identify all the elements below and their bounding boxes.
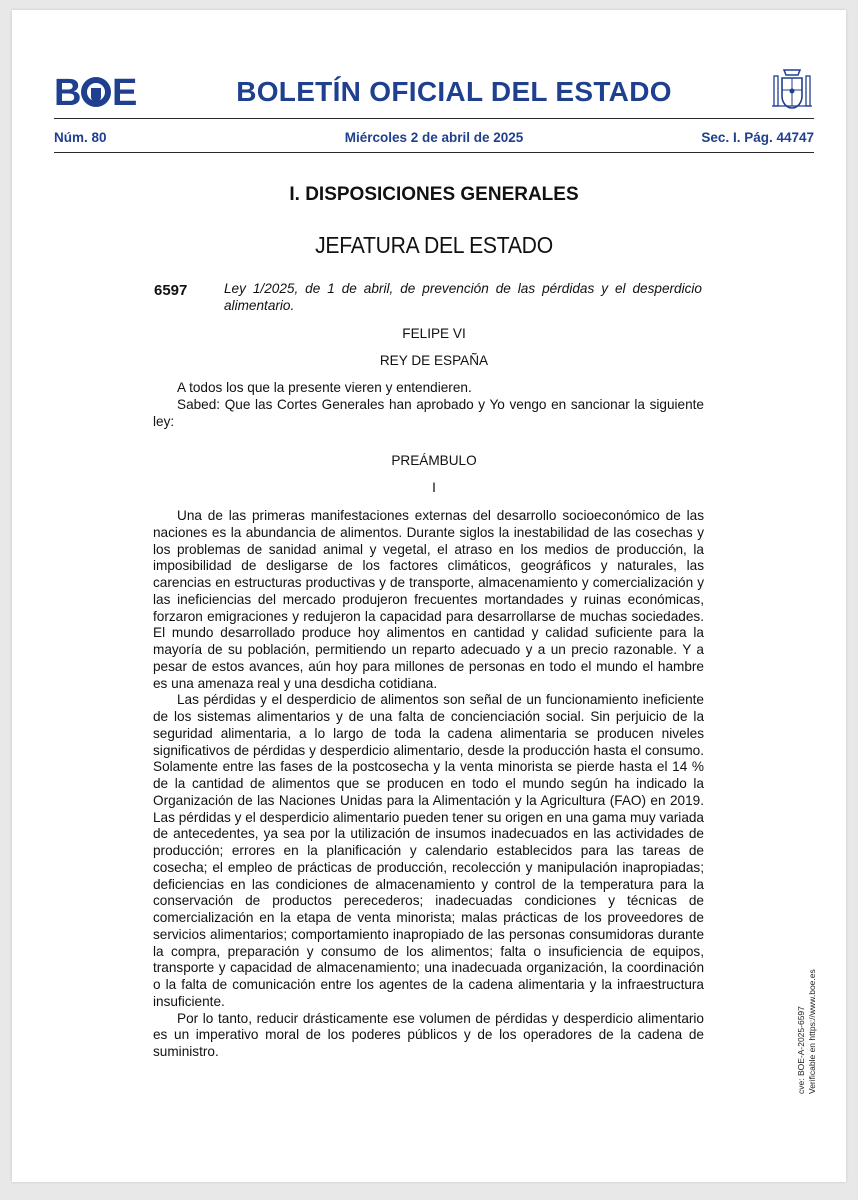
preamble-title: PREÁMBULO: [391, 453, 477, 468]
law-number: 6597: [154, 282, 188, 299]
issue-number: Núm. 80: [54, 130, 107, 145]
preamble-body: [153, 508, 704, 1061]
king-title: REY DE ESPAÑA: [379, 353, 489, 368]
verification-note: [796, 969, 818, 1094]
coat-of-arms-icon: [770, 66, 814, 114]
cve-code: cve: BOE-A-2025-6597: [796, 1006, 806, 1094]
body-paragraph: Las pérdidas y el desperdicio de alimentos son señal de un funcionamiento ineficiente de los sistemas alimentarios y de una falta de concienciación social. Sin perjuicio de la seguridad alimentaria, a lo largo de toda la cadena alimentaria se producen niveles significativos de pérdidas y desperdicio alimentario, desde la producción hasta el consumo. Solamente entre las fases de la postcosecha y la venta minorista se pierde hasta el 14 % de la cantidad de alimentos que se producen en todo el mundo según ha indicado la Organización de las Naciones Unidas para la Alimentación y la Agricultura (FAO) en 2019. Las pérdidas y el desperdicio alimentario pueden tener su origen en una gama muy variada de antecedentes, ya sea por la utilización de insumos inadecuados en las actividades de producción; errores en la planificación y calendario establecidos para las tareas de cosecha; el empleo de prácticas de producción, recolección y manipulación inapropiadas; deficiencias en las condiciones de almacenamiento y control de la temperatura para la conservación de productos perecederos; inadecuadas condiciones y técnicas de comercialización en la etapa de venta minorista; malas prácticas de los proveedores de servicios alimentarios; comportamiento inapropiado de las personas consumidoras durante la compra, preparación y consumo de los alimentos; falta o insuficiencia de equipos, transporte y capacidad de almacenamiento; una inadecuada organización, la coordinación o la falta de comunicación entre los agentes de la cadena alimentaria y la infraestructura insuficiente.: [153, 692, 704, 1009]
verification-url: Verificable en https://www.boe.es: [807, 969, 817, 1094]
masthead: [54, 66, 814, 116]
section-page: Sec. I. Pág. 44747: [701, 130, 814, 145]
law-title: Ley 1/2025, de 1 de abril, de prevención de las pérdidas y el desperdicio alimentario.: [224, 281, 702, 313]
intro-paragraph: Sabed: Que las Cortes Generales han aprobado y Yo vengo en sancionar la siguiente ley:: [153, 396, 704, 429]
body-paragraph: Por lo tanto, reducir drásticamente ese volumen de pérdidas y desperdicio alimentario es un imperativo moral de los poderes públicos y de los operadores de la cadena de suministro.: [153, 1010, 704, 1059]
intro-block: [153, 380, 704, 430]
issue-date: Miércoles 2 de abril de 2025: [344, 130, 524, 145]
body-paragraph: Una de las primeras manifestaciones externas del desarrollo socioeconómico de las naciones es la abundancia de alimentos. Durante siglos la inestabilidad de las cosechas y los problemas de sanidad animal y vegetal, el atraso en los medios de producción, la imposibilidad de desligarse de los factores climáticos, geográficos y naturales, las carencias en estructuras productivas y de transporte, almacenamiento y comercialización y las ineficiencias del mercado produjeron frecuentes mortandades y ruinas económicas, forzaron emigraciones y redujeron la capacidad para desarrollarse de muchas sociedades. El mundo desarrollado produce hoy alimentos en cantidad y calidad suficiente para la mayoría de su población, permitiendo un reparto adecuado y a un precio razonable. Y a pesar de estos avances, aún hoy para millones de personas en todo el mundo el hambre es una amenaza real y una desdicha cotidiana.: [153, 508, 704, 691]
intro-paragraph: A todos los que la presente vieren y entendieren.: [177, 380, 472, 395]
section-title: I. DISPOSICIONES GENERALES: [289, 184, 579, 205]
document-page: [12, 10, 846, 1182]
header-rule-bottom: [54, 152, 814, 153]
svg-text:E: E: [112, 74, 138, 110]
organization-title: JEFATURA DEL ESTADO: [315, 232, 553, 258]
header-rule-top: [54, 118, 814, 119]
king-name: FELIPE VI: [402, 326, 466, 341]
svg-text:B: B: [54, 74, 79, 110]
preamble-section-number: I: [432, 480, 436, 495]
gazette-title: BOLETÍN OFICIAL DEL ESTADO: [236, 76, 672, 107]
issue-info-bar: [54, 130, 814, 148]
boe-logo: [54, 74, 138, 110]
